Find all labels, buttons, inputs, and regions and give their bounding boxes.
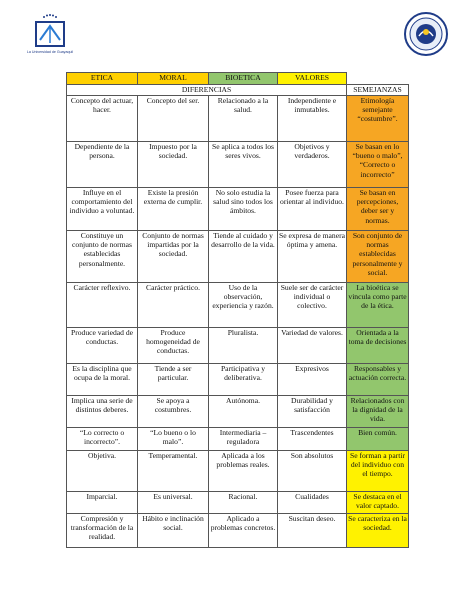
cell-moral: Es universal.	[138, 492, 209, 514]
cell-bioetica: Aplicada a los problemas reales.	[209, 451, 278, 492]
cell-etica: Produce variedad de conductas.	[67, 328, 138, 364]
cell-valores: Cualidades	[278, 492, 347, 514]
cell-valores: Expresivos	[278, 364, 347, 396]
cell-semejanzas: Orientada a la toma de decisiones	[347, 328, 409, 364]
table-row	[67, 283, 409, 328]
cell-etica: Implica una serie de distintos deberes.	[67, 396, 138, 428]
cell-etica: Imparcial.	[67, 492, 138, 514]
table-row	[67, 188, 409, 231]
cell-semejanzas: Son conjunto de normas establecidas personalmente y social.	[347, 231, 409, 283]
cell-etica: Es la disciplina que ocupa de la moral.	[67, 364, 138, 396]
cell-bioetica: Se aplica a todos los seres vivos.	[209, 142, 278, 188]
cell-semejanzas: La bioética se vincula como parte de la ética.	[347, 283, 409, 328]
table-row	[67, 492, 409, 514]
cell-bioetica: No solo estudia la salud sino todos los ámbitos.	[209, 188, 278, 231]
cell-bioetica: Aplicado a problemas concretos.	[209, 514, 278, 548]
cell-moral: Produce homogeneidad de conductas.	[138, 328, 209, 364]
table-row	[67, 451, 409, 492]
cell-etica: “Lo correcto o incorrecto”.	[67, 428, 138, 451]
cell-bioetica: Tiende al cuidado y desarrollo de la vida.	[209, 231, 278, 283]
cell-bioetica: Intermediaria – reguladora	[209, 428, 278, 451]
cell-moral: Se apoya a costumbres.	[138, 396, 209, 428]
cell-valores: Son absolutos	[278, 451, 347, 492]
cell-semejanzas: Relacionados con la dignidad de la vida.	[347, 396, 409, 428]
cell-valores: Variedad de valores.	[278, 328, 347, 364]
cell-semejanzas: Bien común.	[347, 428, 409, 451]
university-logo	[22, 12, 78, 60]
table-row	[67, 142, 409, 188]
cell-etica: Objetiva.	[67, 451, 138, 492]
cell-etica: Constituye un conjunto de normas establecidas personalmente.	[67, 231, 138, 283]
cell-valores: Suele ser de carácter individual o colectivo.	[278, 283, 347, 328]
cell-valores: Durabilidad y satisfacción	[278, 396, 347, 428]
header-bioetica: BIOETICA	[209, 73, 278, 85]
cell-moral: Conjunto de normas impartidas por la sociedad.	[138, 231, 209, 283]
book-logo-icon	[22, 12, 78, 52]
table-row	[67, 328, 409, 364]
header-diferencias: DIFERENCIAS	[67, 85, 347, 96]
cell-moral: Impuesto por la sociedad.	[138, 142, 209, 188]
cell-valores: Independiente e inmutables.	[278, 96, 347, 142]
cell-semejanzas: Etimología semejante “costumbre”.	[347, 96, 409, 142]
cell-semejanzas: Se caracteriza en la sociedad.	[347, 514, 409, 548]
table-row	[67, 96, 409, 142]
header-semejanzas: SEMEJANZAS	[347, 85, 409, 96]
cell-moral: Temperamental.	[138, 451, 209, 492]
faculty-seal	[404, 12, 448, 56]
table-row	[67, 364, 409, 396]
cell-bioetica: Autónoma.	[209, 396, 278, 428]
cell-moral: Concepto del ser.	[138, 96, 209, 142]
seal-icon	[404, 12, 448, 56]
table-row	[67, 231, 409, 283]
cell-moral: Existe la presión externa de cumplir.	[138, 188, 209, 231]
table-row	[67, 396, 409, 428]
cell-valores: Posee fuerza para orientar al individuo.	[278, 188, 347, 231]
header-valores: VALORES	[278, 73, 347, 85]
cell-semejanzas: Se basan en lo “bueno o malo”, “Correcto o incorrecto”	[347, 142, 409, 188]
section-header-row	[67, 85, 409, 96]
cell-bioetica: Uso de la observación, experiencia y razón.	[209, 283, 278, 328]
cell-moral: “Lo bueno o lo malo”.	[138, 428, 209, 451]
cell-etica: Carácter reflexivo.	[67, 283, 138, 328]
cell-bioetica: Participativa y deliberativa.	[209, 364, 278, 396]
cell-etica: Dependiente de la persona.	[67, 142, 138, 188]
table-body	[67, 96, 409, 548]
concept-header-row	[67, 73, 409, 85]
cell-semejanzas: Responsables y actuación correcta.	[347, 364, 409, 396]
header-etica: ETICA	[67, 73, 138, 85]
cell-valores: Objetivos y verdaderos.	[278, 142, 347, 188]
header-moral: MORAL	[138, 73, 209, 85]
university-name: La Universidad de Guayaquil	[26, 50, 74, 54]
cell-semejanzas: Se forman a partir del individuo con el tiempo.	[347, 451, 409, 492]
cell-etica: Influye en el comportamiento del individuo a voluntad.	[67, 188, 138, 231]
cell-moral: Hábito e inclinación social.	[138, 514, 209, 548]
cell-valores: Se expresa de manera óptima y amena.	[278, 231, 347, 283]
cell-semejanzas: Se destaca en el valor captado.	[347, 492, 409, 514]
comparison-table	[66, 72, 409, 548]
cell-moral: Tiende a ser particular.	[138, 364, 209, 396]
cell-valores: Suscitan deseo.	[278, 514, 347, 548]
cell-semejanzas: Se basan en percepciones, deber ser y normas.	[347, 188, 409, 231]
cell-etica: Compresión y transformación de la realidad.	[67, 514, 138, 548]
cell-etica: Concepto del actuar, hacer.	[67, 96, 138, 142]
cell-valores: Trascendentes	[278, 428, 347, 451]
cell-moral: Carácter práctico.	[138, 283, 209, 328]
table-row	[67, 428, 409, 451]
cell-bioetica: Racional.	[209, 492, 278, 514]
cell-bioetica: Pluralista.	[209, 328, 278, 364]
cell-bioetica: Relacionado a la salud.	[209, 96, 278, 142]
table-row	[67, 514, 409, 548]
